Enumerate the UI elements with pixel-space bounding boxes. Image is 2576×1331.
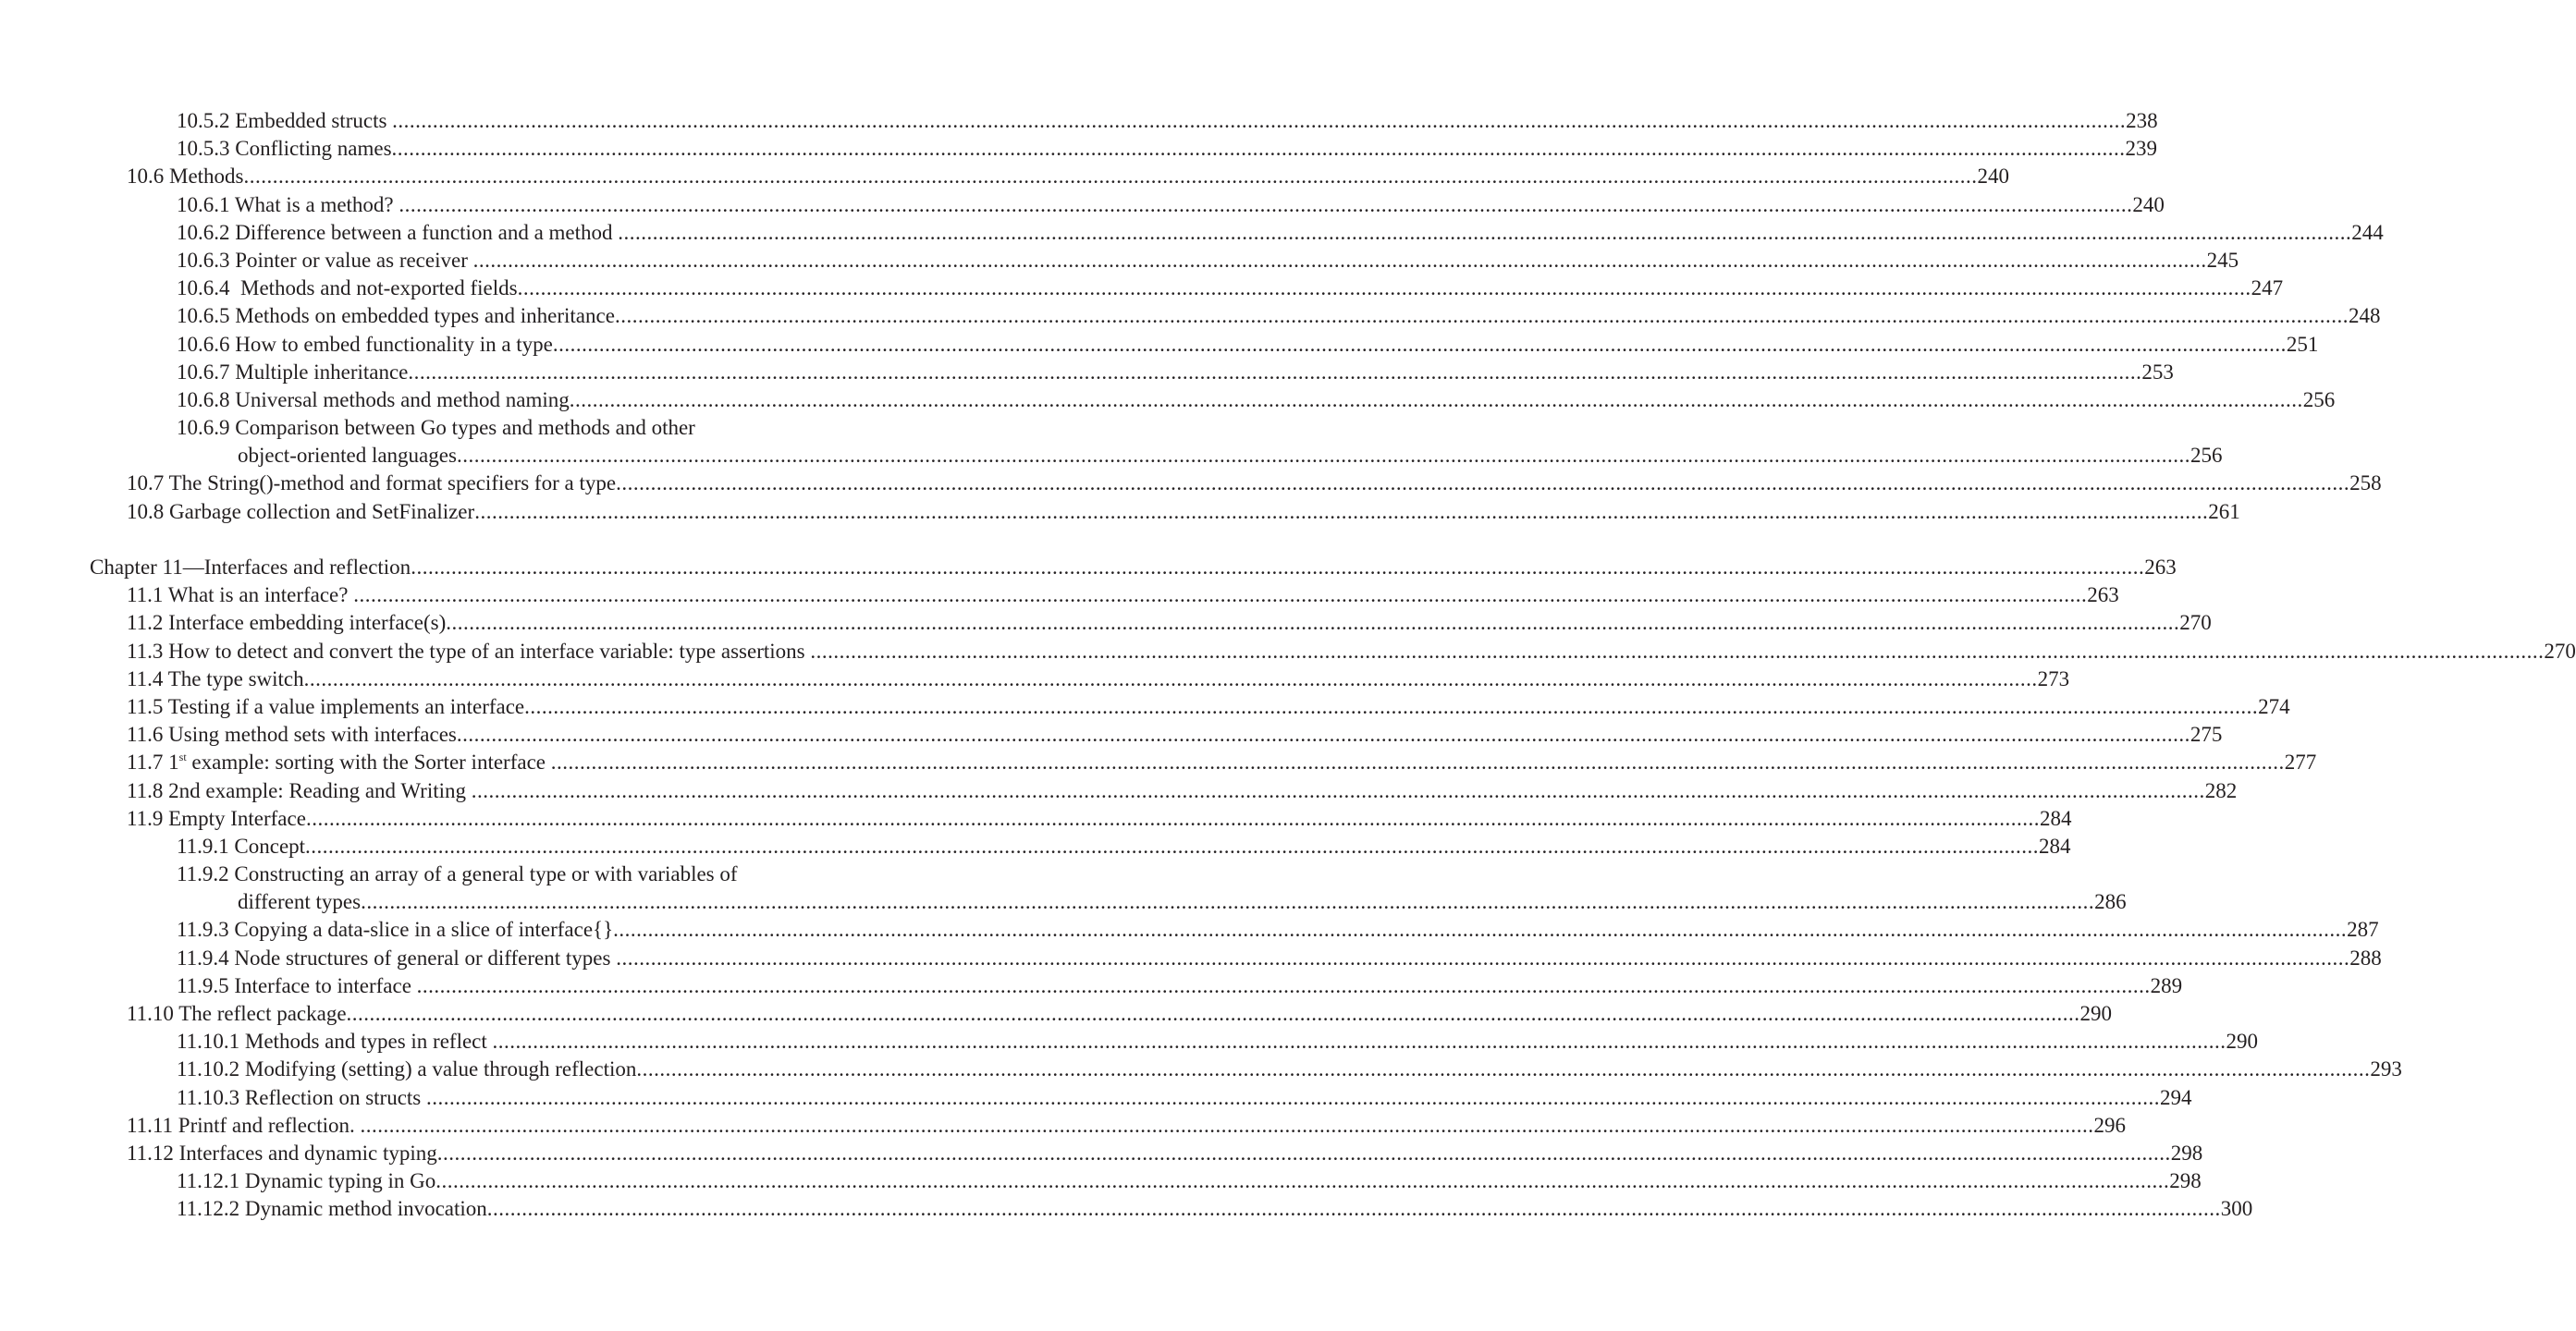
- toc-entry-title: [177, 861, 738, 888]
- title-text: 10.6.6 How to embed functionality in a type: [177, 332, 553, 356]
- page-number: 258: [2349, 471, 2382, 495]
- page-number: 282: [2204, 778, 2238, 802]
- dot-leader: ............................................................................................................................................................................................................................................................................................................: [569, 387, 2303, 411]
- toc-entry-title: [177, 359, 408, 386]
- title-text: 10.6.7 Multiple inheritance: [177, 360, 409, 384]
- title-text: 11.9.5 Interface to interface: [177, 973, 417, 997]
- dot-leader: ............................................................................................................................................................................................................................................................................................................: [616, 946, 2350, 970]
- toc-entry: [0, 861, 953, 888]
- page-number: 286: [2094, 890, 2127, 914]
- title-text: 11.9.1 Concept: [177, 834, 306, 858]
- dot-leader: ............................................................................................................................................................................................................................................................................................................: [305, 834, 2040, 858]
- toc-entry-title: [177, 833, 305, 861]
- toc-entry-title: [127, 581, 353, 609]
- title-text: 10.6.4 Methods and not-exported fields: [177, 276, 518, 300]
- title-text: 11.9.4 Node structures of general or different types: [177, 946, 617, 970]
- title-text: Chapter 11—Interfaces and reflection: [90, 556, 411, 579]
- toc-entry: [0, 1195, 2253, 1223]
- title-text: example: sorting with the Sorter interface: [186, 751, 551, 775]
- dot-leader: ............................................................................................................................................................................................................................................................................................................: [550, 751, 2285, 775]
- toc-entry-title: [177, 275, 518, 302]
- toc-entry-title: [127, 609, 446, 637]
- page-number: 256: [2190, 444, 2223, 468]
- page-number: 247: [2251, 276, 2284, 300]
- toc-entry-title: [238, 888, 361, 916]
- toc-entry-title: [177, 1084, 426, 1112]
- title-text: 10.7 The String()-method and format specifiers for a type: [127, 471, 617, 495]
- dot-leader: ............................................................................................................................................................................................................................................................................................................: [392, 109, 2127, 132]
- dot-leader: ............................................................................................................................................................................................................................................................................................................: [552, 332, 2287, 356]
- toc-entry-title: [127, 1112, 361, 1140]
- dot-leader: ............................................................................................................................................................................................................................................................................................................: [616, 471, 2350, 495]
- toc-entry: [0, 805, 2072, 833]
- page-number: 253: [2141, 360, 2174, 384]
- toc-entry-title: [177, 945, 616, 972]
- title-text: 11.5 Testing if a value implements an interface: [127, 694, 525, 718]
- toc-entry: [0, 414, 953, 442]
- title-text: 11.10.2 Modifying (setting) a value through reflection: [177, 1057, 637, 1081]
- title-text: 11.12.1 Dynamic typing in Go: [177, 1169, 436, 1193]
- toc-entry: [0, 888, 2127, 916]
- toc-entry-title: [127, 498, 474, 526]
- toc-entry: [0, 219, 2384, 247]
- page-number: 240: [2132, 192, 2165, 216]
- toc-entry-title: [177, 247, 473, 275]
- title-text: object-oriented languages: [238, 444, 457, 468]
- page-number: 288: [2349, 946, 2382, 970]
- toc-entry-title: [177, 1195, 487, 1223]
- page-number: 275: [2190, 723, 2223, 747]
- dot-leader: ............................................................................................................................................................................................................................................................................................................: [436, 1141, 2171, 1165]
- toc-entry: [0, 498, 2240, 526]
- page-number: 248: [2348, 304, 2381, 328]
- dot-leader: ............................................................................................................................................................................................................................................................................................................: [524, 694, 2259, 718]
- toc-entry: [0, 945, 2382, 972]
- toc-entry: [0, 554, 2177, 581]
- title-text: 10.6.5 Methods on embedded types and inheritance: [177, 304, 615, 328]
- toc-entry: [0, 1112, 2127, 1140]
- toc-entry-title: [238, 442, 457, 470]
- dot-leader: ............................................................................................................................................................................................................................................................................................................: [360, 1113, 2094, 1137]
- title-text: 10.6.1 What is a method?: [177, 192, 399, 216]
- superscript: st: [178, 751, 187, 764]
- toc-entry: [0, 638, 2576, 666]
- dot-leader: ............................................................................................................................................................................................................................................................................................................: [416, 973, 2151, 997]
- dot-leader: ............................................................................................................................................................................................................................................................................................................: [471, 778, 2205, 802]
- toc-entry: [0, 833, 2071, 861]
- page-number: 293: [2370, 1057, 2402, 1081]
- title-text: 10.6.8 Universal methods and method naming: [177, 387, 570, 411]
- dot-leader: ............................................................................................................................................................................................................................................................................................................: [399, 192, 2133, 216]
- dot-leader: ............................................................................................................................................................................................................................................................................................................: [361, 890, 2095, 914]
- toc-entry: [0, 163, 2009, 190]
- spacer: [0, 526, 953, 554]
- dot-leader: ............................................................................................................................................................................................................................................................................................................: [486, 1197, 2221, 1221]
- toc-entry-title: [177, 386, 570, 414]
- title-text: 10.6.9 Comparison between Go types and methods and other: [177, 416, 695, 440]
- toc-entry: [0, 191, 2165, 219]
- page-number: 277: [2284, 751, 2317, 775]
- page-number: 290: [2226, 1030, 2259, 1054]
- title-text: 10.5.3 Conflicting names: [177, 137, 392, 161]
- title-text: 11.12.2 Dynamic method invocation: [177, 1197, 487, 1221]
- dot-leader: ............................................................................................................................................................................................................................................................................................................: [636, 1057, 2371, 1081]
- title-text: 11.10.1 Methods and types in reflect: [177, 1030, 493, 1054]
- toc-entry: [0, 275, 2284, 302]
- title-text: 11.2 Interface embedding interface(s): [127, 611, 447, 635]
- dot-leader: ............................................................................................................................................................................................................................................................................................................: [408, 360, 2142, 384]
- toc-entry: [0, 135, 2158, 163]
- page-number: 270: [2179, 611, 2212, 635]
- page-number: 298: [2169, 1169, 2202, 1193]
- title-text: 10.5.2 Embedded structs: [177, 109, 393, 132]
- page-number: 289: [2150, 973, 2183, 997]
- dot-leader: ............................................................................................................................................................................................................................................................................................................: [426, 1085, 2160, 1109]
- toc-entry: [0, 1084, 2192, 1112]
- toc-entry: [0, 302, 2381, 330]
- toc-entry-title: [177, 302, 615, 330]
- dot-leader: ............................................................................................................................................................................................................................................................................................................: [391, 137, 2126, 161]
- toc-entry: [0, 1000, 2113, 1028]
- toc-entry-title: [177, 219, 618, 247]
- title-text: 11.11 Printf and reflection.: [127, 1113, 361, 1137]
- title-text: 10.8 Garbage collection and SetFinalizer: [127, 499, 475, 523]
- page-number: 274: [2258, 694, 2290, 718]
- page-number: 251: [2286, 332, 2319, 356]
- toc-entry-title: [177, 135, 392, 163]
- title-text: 11.1 What is an interface?: [127, 583, 354, 607]
- toc-entry-title: [127, 638, 810, 666]
- toc-entry: [0, 470, 2382, 497]
- title-text: 11.9.2 Constructing an array of a general type or with variables of: [177, 862, 738, 886]
- page-number: 290: [2079, 1002, 2113, 1025]
- toc-entry: [0, 247, 2239, 275]
- dot-leader: ............................................................................................................................................................................................................................................................................................................: [456, 444, 2190, 468]
- dot-leader: ............................................................................................................................................................................................................................................................................................................: [613, 918, 2348, 942]
- toc-entry: [0, 721, 2223, 749]
- page-number: 245: [2206, 248, 2239, 272]
- title-text: 11.7 1: [127, 751, 179, 775]
- dot-leader: ............................................................................................................................................................................................................................................................................................................: [446, 611, 2180, 635]
- toc-entry: [0, 916, 2379, 944]
- title-text: different types: [238, 890, 362, 914]
- toc-entry-title: [127, 666, 304, 693]
- dot-leader: ............................................................................................................................................................................................................................................................................................................: [353, 583, 2088, 607]
- dot-leader: ............................................................................................................................................................................................................................................................................................................: [618, 220, 2352, 244]
- page-number: 298: [2170, 1141, 2203, 1165]
- toc-entry: [0, 693, 2290, 721]
- toc-entry: [0, 1140, 2203, 1167]
- toc-entry-title: [177, 331, 553, 359]
- page-number: 273: [2037, 666, 2070, 690]
- toc-entry-title: [90, 554, 411, 581]
- dot-leader: ............................................................................................................................................................................................................................................................................................................: [456, 723, 2190, 747]
- toc-entry-title: [127, 163, 244, 190]
- dot-leader: ............................................................................................................................................................................................................................................................................................................: [435, 1169, 2170, 1193]
- page-number: 287: [2347, 918, 2379, 942]
- page-number: 294: [2160, 1085, 2192, 1109]
- toc-entry-title: [177, 1028, 493, 1056]
- toc-entry-title: [177, 414, 695, 442]
- dot-leader: ............................................................................................................................................................................................................................................................................................................: [305, 806, 2040, 830]
- toc-entry-title: [127, 693, 524, 721]
- page-number: 296: [2093, 1113, 2127, 1137]
- toc-entry: [0, 1056, 2402, 1083]
- toc-entry-title: [177, 916, 613, 944]
- title-text: 11.10.3 Reflection on structs: [177, 1085, 426, 1109]
- toc-entry-title: [127, 777, 472, 805]
- page-number: 240: [1977, 165, 2009, 189]
- page-number: 239: [2125, 137, 2158, 161]
- toc-entry-title: [127, 1000, 347, 1028]
- title-text: 10.6 Methods: [127, 165, 244, 189]
- toc-entry-title: [177, 191, 399, 219]
- toc-entry: [0, 749, 2317, 776]
- table-of-contents: [0, 107, 2576, 1224]
- dot-leader: ............................................................................................................................................................................................................................................................................................................: [474, 499, 2209, 523]
- title-text: 11.4 The type switch: [127, 666, 304, 690]
- toc-entry: [0, 107, 2158, 135]
- title-text: 11.9 Empty Interface: [127, 806, 306, 830]
- title-text: 11.8 2nd example: Reading and Writing: [127, 778, 472, 802]
- toc-entry-title: [177, 1056, 636, 1083]
- toc-entry-title: [127, 805, 306, 833]
- dot-leader: ............................................................................................................................................................................................................................................................................................................: [492, 1030, 2226, 1054]
- toc-entry: [0, 609, 2212, 637]
- toc-entry-title: [127, 721, 457, 749]
- toc-entry: [0, 359, 2174, 386]
- title-text: 11.3 How to detect and convert the type of an interface variable: type assertions: [127, 639, 811, 663]
- page-number: 238: [2126, 109, 2158, 132]
- toc-entry: [0, 442, 2223, 470]
- dot-leader: ............................................................................................................................................................................................................................................................................................................: [243, 165, 1978, 189]
- toc-entry: [0, 777, 2238, 805]
- title-text: 11.12 Interfaces and dynamic typing: [127, 1141, 437, 1165]
- toc-entry: [0, 386, 2336, 414]
- title-text: 10.6.2 Difference between a function and a method: [177, 220, 619, 244]
- title-text: 11.10 The reflect package: [127, 1002, 347, 1025]
- dot-leader: ............................................................................................................................................................................................................................................................................................................: [810, 639, 2545, 663]
- dot-leader: ............................................................................................................................................................................................................................................................................................................: [303, 666, 2038, 690]
- page-number: 244: [2351, 220, 2384, 244]
- page-number: 284: [2039, 834, 2071, 858]
- page-number: 284: [2039, 806, 2072, 830]
- page-number: 263: [2144, 556, 2177, 579]
- toc-entry-title: [127, 470, 616, 497]
- toc-entry: [0, 972, 2183, 1000]
- toc-entry: [0, 331, 2319, 359]
- dot-leader: ............................................................................................................................................................................................................................................................................................................: [472, 248, 2207, 272]
- toc-entry: [0, 1028, 2259, 1056]
- page-number: 261: [2208, 499, 2240, 523]
- toc-entry: [0, 581, 2119, 609]
- toc-entry-title: [177, 107, 392, 135]
- title-text: 11.6 Using method sets with interfaces: [127, 723, 457, 747]
- dot-leader: ............................................................................................................................................................................................................................................................................................................: [614, 304, 2349, 328]
- toc-entry-title: [127, 1140, 437, 1167]
- dot-leader: ............................................................................................................................................................................................................................................................................................................: [517, 276, 2251, 300]
- page-number: 256: [2302, 387, 2336, 411]
- dot-leader: ............................................................................................................................................................................................................................................................................................................: [411, 556, 2145, 579]
- title-text: 11.9.3 Copying a data-slice in a slice of interface{}: [177, 918, 614, 942]
- page-number: 270: [2544, 639, 2576, 663]
- page-number: 263: [2087, 583, 2119, 607]
- page-number: 300: [2220, 1197, 2253, 1221]
- title-text: 10.6.3 Pointer or value as receiver: [177, 248, 473, 272]
- toc-entry-title: [177, 1167, 435, 1195]
- toc-entry: [0, 1167, 2202, 1195]
- dot-leader: ............................................................................................................................................................................................................................................................................................................: [346, 1002, 2080, 1025]
- toc-entry: [0, 666, 2070, 693]
- toc-entry-title: [127, 749, 551, 776]
- toc-entry-title: [177, 972, 417, 1000]
